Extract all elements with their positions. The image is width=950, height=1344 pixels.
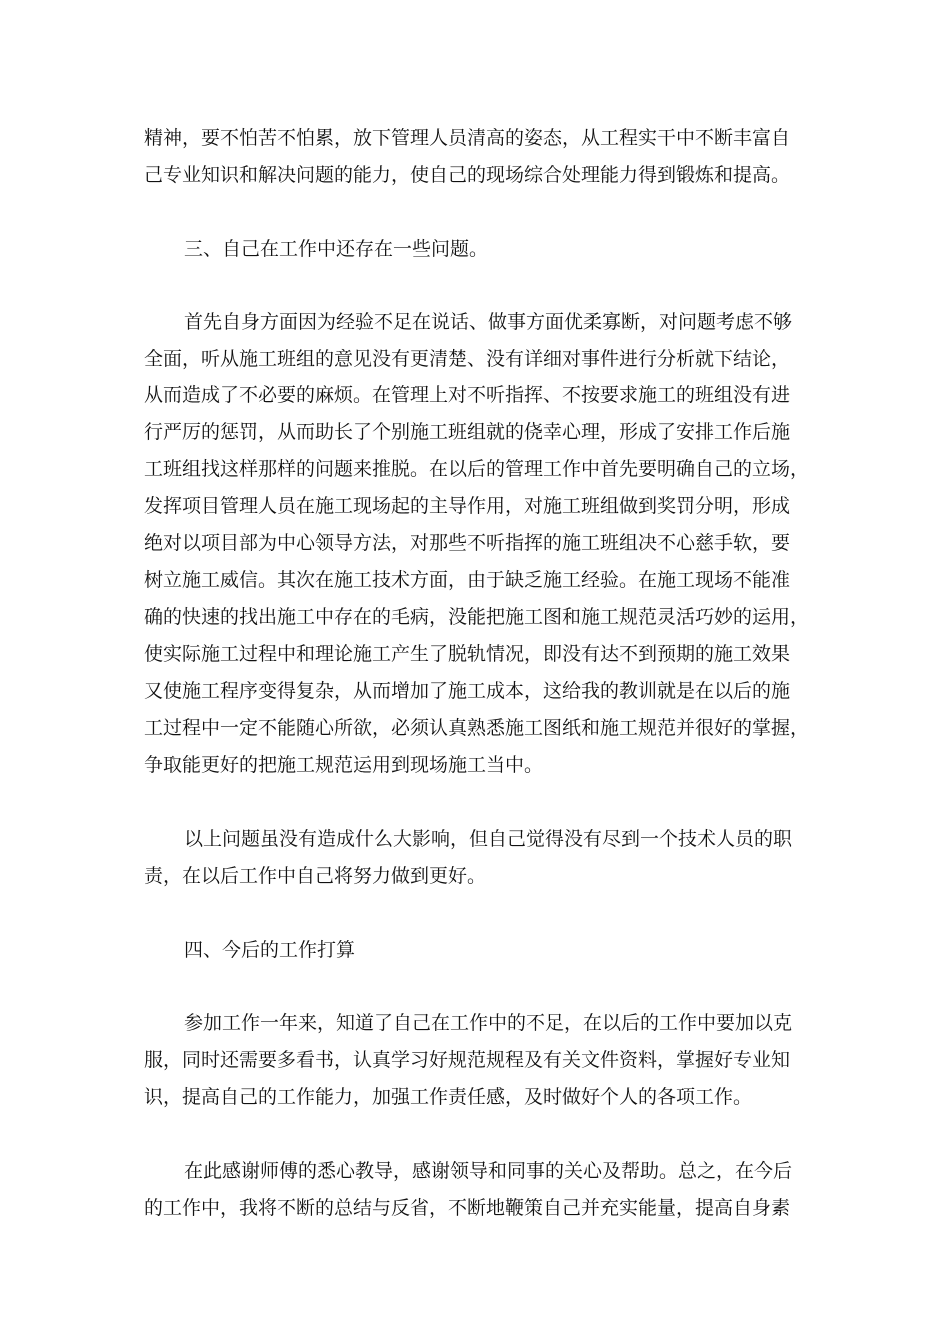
paragraph-1-line-1: 精神，要不怕苦不怕累，放下管理人员清高的姿态，从工程实干中不断丰富自 [144, 127, 791, 149]
paragraph-2-line-12: 工过程中一定不能随心所欲，必须认真熟悉施工图纸和施工规范并很好的掌握， [144, 717, 810, 739]
paragraph-2-line-9: 确的快速的找出施工中存在的毛病，没能把施工图和施工规范灵活巧妙的运用， [144, 606, 810, 628]
section-heading-4: 四、今后的工作打算 [184, 939, 356, 961]
paragraph-2-line-4: 行严厉的惩罚，从而助长了个别施工班组就的侥幸心理，形成了安排工作后施 [144, 421, 791, 443]
paragraph-2-line-2: 全面，听从施工班组的意见没有更清楚、没有详细对事件进行分析就下结论， [144, 348, 791, 370]
paragraph-2-line-1: 首先自身方面因为经验不足在说话、做事方面优柔寡断，对问题考虑不够 [184, 311, 793, 333]
paragraph-2-line-10: 使实际施工过程中和理论施工产生了脱轨情况，即没有达不到预期的施工效果 [144, 643, 791, 665]
paragraph-2-line-6: 发挥项目管理人员在施工现场起的主导作用，对施工班组做到奖罚分明，形成 [144, 495, 791, 517]
section-heading-3: 三、自己在工作中还存在一些问题。 [184, 238, 489, 260]
paragraph-2-line-8: 树立施工威信。其次在施工技术方面，由于缺乏施工经验。在施工现场不能准 [144, 569, 791, 591]
paragraph-2-line-5: 工班组找这样那样的问题来推脱。在以后的管理工作中首先要明确自己的立场， [144, 458, 810, 480]
paragraph-2-line-11: 又使施工程序变得复杂，从而增加了施工成本，这给我的教训就是在以后的施 [144, 680, 791, 702]
paragraph-1-line-2: 己专业知识和解决问题的能力，使自己的现场综合处理能力得到锻炼和提高。 [144, 164, 791, 186]
paragraph-3-line-1: 以上问题虽没有造成什么大影响，但自己觉得没有尽到一个技术人员的职 [184, 828, 793, 850]
paragraph-5-line-1: 在此感谢师傅的悉心教导，感谢领导和同事的关心及帮助。总之，在今后 [184, 1160, 793, 1182]
paragraph-2-line-3: 从而造成了不必要的麻烦。在管理上对不听指挥、不按要求施工的班组没有进 [144, 384, 791, 406]
paragraph-4-line-3: 识，提高自己的工作能力，加强工作责任感，及时做好个人的各项工作。 [144, 1086, 753, 1108]
paragraph-2-line-13: 争取能更好的把施工规范运用到现场施工当中。 [144, 754, 544, 776]
paragraph-4-line-2: 服，同时还需要多看书，认真学习好规范规程及有关文件资料，掌握好专业知 [144, 1049, 791, 1071]
paragraph-4-line-1: 参加工作一年来，知道了自己在工作中的不足，在以后的工作中要加以克 [184, 1012, 793, 1034]
paragraph-2-line-7: 绝对以项目部为中心领导方法，对那些不听指挥的施工班组决不心慈手软，要 [144, 532, 791, 554]
paragraph-5-line-2: 的工作中，我将不断的总结与反省，不断地鞭策自己并充实能量，提高自身素 [144, 1197, 791, 1219]
paragraph-3-line-2: 责，在以后工作中自己将努力做到更好。 [144, 865, 487, 887]
